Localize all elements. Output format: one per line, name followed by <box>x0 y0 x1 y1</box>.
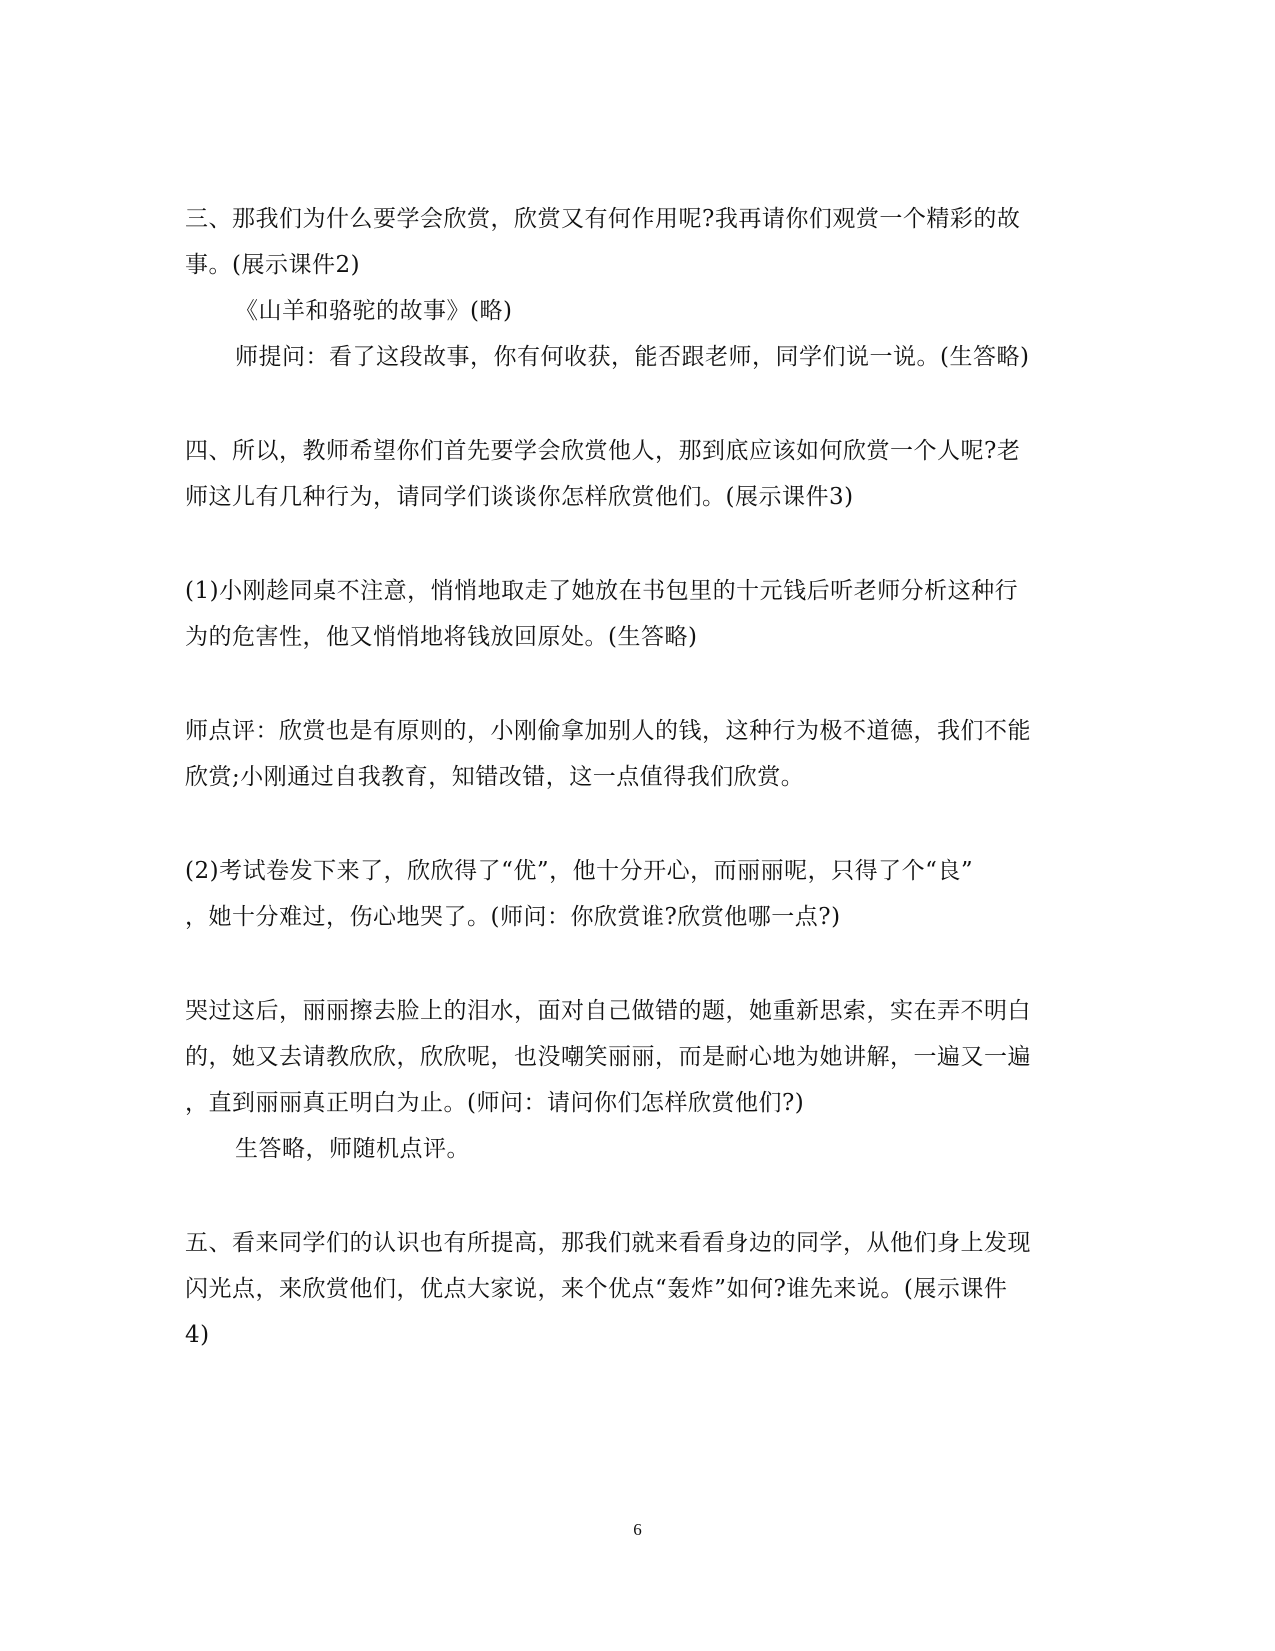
text-line: 师这儿有几种行为，请同学们谈谈你怎样欣赏他们。(展示课件3) <box>185 484 854 510</box>
text-line: 4) <box>185 1322 210 1348</box>
text-line: 欣赏;小刚通过自我教育，知错改错，这一点值得我们欣赏。 <box>185 764 805 790</box>
text-line: 五、看来同学们的认识也有所提高，那我们就来看看身边的同学，从他们身上发现 <box>185 1230 1031 1256</box>
text-line: 《山羊和骆驼的故事》(略) <box>235 298 513 324</box>
text-line: 生答略，师随机点评。 <box>235 1136 470 1162</box>
text-line: 三、那我们为什么要学会欣赏，欣赏又有何作用呢?我再请你们观赏一个精彩的故 <box>185 206 1021 232</box>
text-line: 闪光点，来欣赏他们，优点大家说，来个优点“轰炸”如何?谁先来说。(展示课件 <box>185 1276 1008 1302</box>
text-line: 的，她又去请教欣欣，欣欣呢，也没嘲笑丽丽，而是耐心地为她讲解，一遍又一遍 <box>185 1044 1031 1070</box>
page-number: 6 <box>633 1520 642 1539</box>
text-line: 事。(展示课件2) <box>185 252 361 278</box>
text-line: 师点评：欣赏也是有原则的，小刚偷拿加别人的钱，这种行为极不道德，我们不能 <box>185 718 1031 744</box>
text-line: 哭过这后，丽丽擦去脸上的泪水，面对自己做错的题，她重新思索，实在弄不明白 <box>185 998 1031 1024</box>
text-line: 为的危害性，他又悄悄地将钱放回原处。(生答略) <box>185 624 698 650</box>
text-line: 师提问：看了这段故事，你有何收获，能否跟老师，同学们说一说。(生答略) <box>235 344 1030 370</box>
text-line: ，她十分难过，伤心地哭了。(师问：你欣赏谁?欣赏他哪一点?) <box>185 904 841 930</box>
text-line: (2)考试卷发下来了，欣欣得了“优”，他十分开心，而丽丽呢，只得了个“良” <box>185 858 974 884</box>
text-line: ，直到丽丽真正明白为止。(师问：请问你们怎样欣赏他们?) <box>185 1090 805 1116</box>
text-line: 四、所以，教师希望你们首先要学会欣赏他人，那到底应该如何欣赏一个人呢?老 <box>185 438 1021 464</box>
text-line: (1)小刚趁同桌不注意，悄悄地取走了她放在书包里的十元钱后听老师分析这种行 <box>185 578 1019 604</box>
